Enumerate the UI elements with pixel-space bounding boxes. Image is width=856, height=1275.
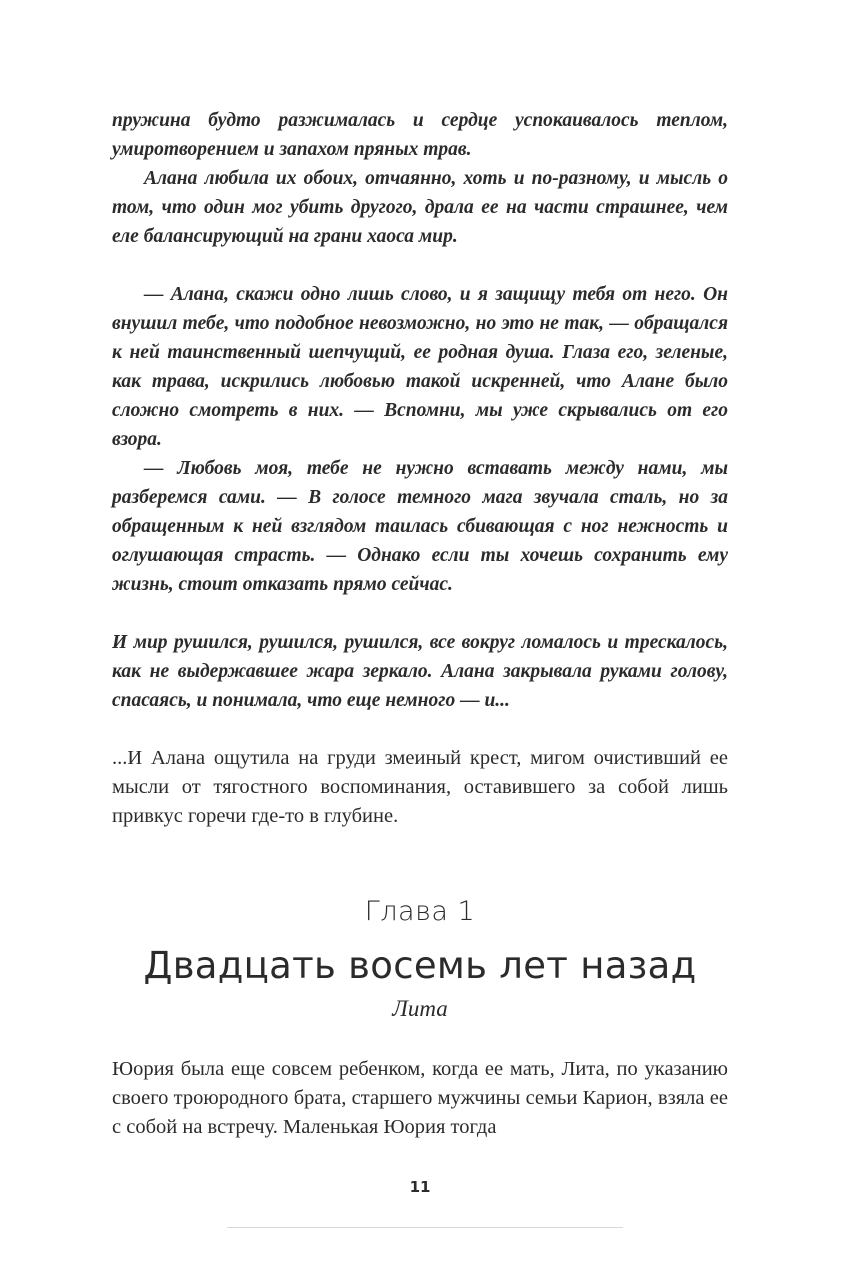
chapter-subtitle: Лита <box>392 996 448 1021</box>
flashback-paragraph-2: Алана любила их обоих, отчаянно, хоть и по-разному, и мысль о том, что один мог убить другого, драла ее на части страшнее, чем еле балансирующий на грани хаоса мир. <box>112 168 728 247</box>
chapter-paragraph-1: Юория была еще совсем ребенком, когда ее мать, Лита, по указанию своего троюродного брата, старшего мужчины семьи Карион, взяла ее с собой на встречу. Маленькая Юория тогда <box>112 1058 728 1138</box>
flashback-paragraph-3: — Алана, скажи одно лишь слово, и я защищу тебя от него. Он внушил тебе, что подобное невозможно, но это не так, — обращался к ней таинственный шепчущий, ее родная душа. Глаза его, зеленые, как трава, искрились любовью такой искренней, что Алане было сложно смотреть в них. — Вспомни, мы уже скрывались от его взора. <box>112 284 728 450</box>
flashback-paragraph-5: И мир рушился, рушился, рушился, все вокруг ломалось и трескалось, как не выдержавшее жара зеркало. Алана закрывала руками голову, спасаясь, и понимала, что еще немного — и... <box>112 632 728 711</box>
flashback-paragraph-1: пружина будто разжималась и сердце успокаивалось теплом, умиротворением и запахом пряных трав. <box>112 110 728 160</box>
footer-divider <box>227 1227 623 1228</box>
flashback-paragraph-4: — Любовь моя, тебе не нужно вставать между нами, мы разберемся сами. — В голосе темного мага звучала сталь, но за обращенным к ней взглядом таилась сбивающая с ног нежность и оглушающая страсть. — Однако если ты хочешь сохранить ему жизнь, стоит отказать прямо сейчас. <box>112 458 728 595</box>
chapter-body <box>112 1055 728 1142</box>
paragraph-spacer <box>112 715 728 744</box>
flashback-section <box>112 106 728 715</box>
return-paragraph: ...И Алана ощутила на груди змеиный крест, мигом очистивший ее мысли от тягостного воспоминания, оставившего за собой лишь привкус горечи где-то в глубине. <box>112 747 728 827</box>
page-number: 11 <box>409 1178 431 1196</box>
paragraph-spacer <box>112 599 728 628</box>
paragraph-spacer <box>112 251 728 280</box>
page-text-block <box>112 106 728 831</box>
chapter-title: Двадцать восемь лет назад <box>143 944 697 987</box>
chapter-number: Глава 1 <box>364 896 476 927</box>
